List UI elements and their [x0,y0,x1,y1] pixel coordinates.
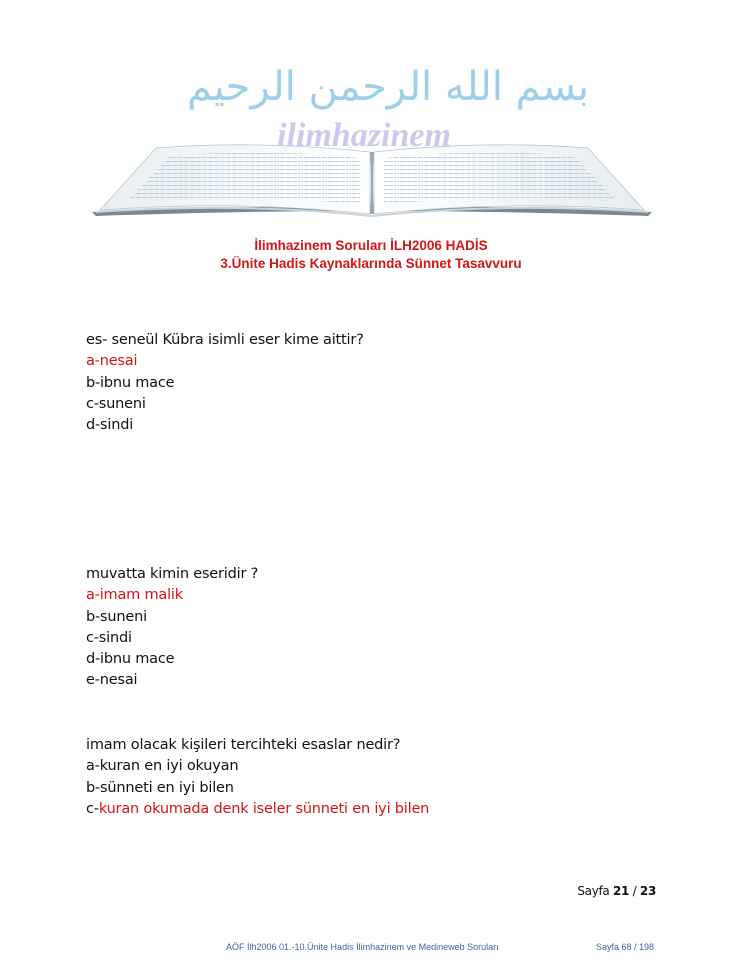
page-label: Sayfa [577,884,610,898]
answer-option-correct: a-imam malik [86,587,183,604]
answer-text: kuran okumada denk iseler sünneti en iyi bilen [98,800,430,817]
answer-option: c-suneni [86,395,146,412]
svg-text:بسم الله الرحمن الرحيم: بسم الله الرحمن الرحيم [186,64,590,110]
question-block-3 [86,735,429,820]
question-text: imam olacak kişileri tercihteki esaslar nedir? [86,737,401,753]
page-current: 21 [613,884,630,898]
answer-option: b-sünneti en iyi bilen [86,779,234,796]
footer-source-text: AÖF İlh2006 01.-10.Ünite Hadis İlimhazinem ve Medineweb Soruları [226,942,499,952]
document-title: İlimhazinem Soruları İLH2006 HADİS [254,238,488,253]
answer-option: a-kuran en iyi okuyan [86,758,239,775]
answer-option: d-sindi [86,417,134,434]
answer-prefix: c- [86,800,99,817]
answer-option: b-suneni [86,608,147,625]
page-number [577,884,656,898]
answer-option: d-ibnu mace [86,651,175,668]
page-total: 23 [639,884,656,898]
watermark-text: ilimhazinem [277,117,451,154]
answer-option-correct [86,799,429,820]
page-separator: / [632,884,637,898]
question-text: muvatta kimin eseridir ? [86,566,259,582]
footer-page-text: Sayfa 68 / 198 [595,942,654,952]
answer-option: c-sindi [86,629,132,646]
question-block-2 [86,564,258,692]
answer-option-correct: a-nesai [86,353,138,370]
question-block-1 [86,330,364,436]
quran-banner-image [88,40,656,220]
answer-option: b-ibnu mace [86,374,175,391]
question-text: es- seneül Kübra isimli eser kime aittir? [86,332,364,348]
answer-option: e-nesai [86,672,138,689]
document-subtitle: 3.Ünite Hadis Kaynaklarında Sünnet Tasavvuru [220,256,522,271]
